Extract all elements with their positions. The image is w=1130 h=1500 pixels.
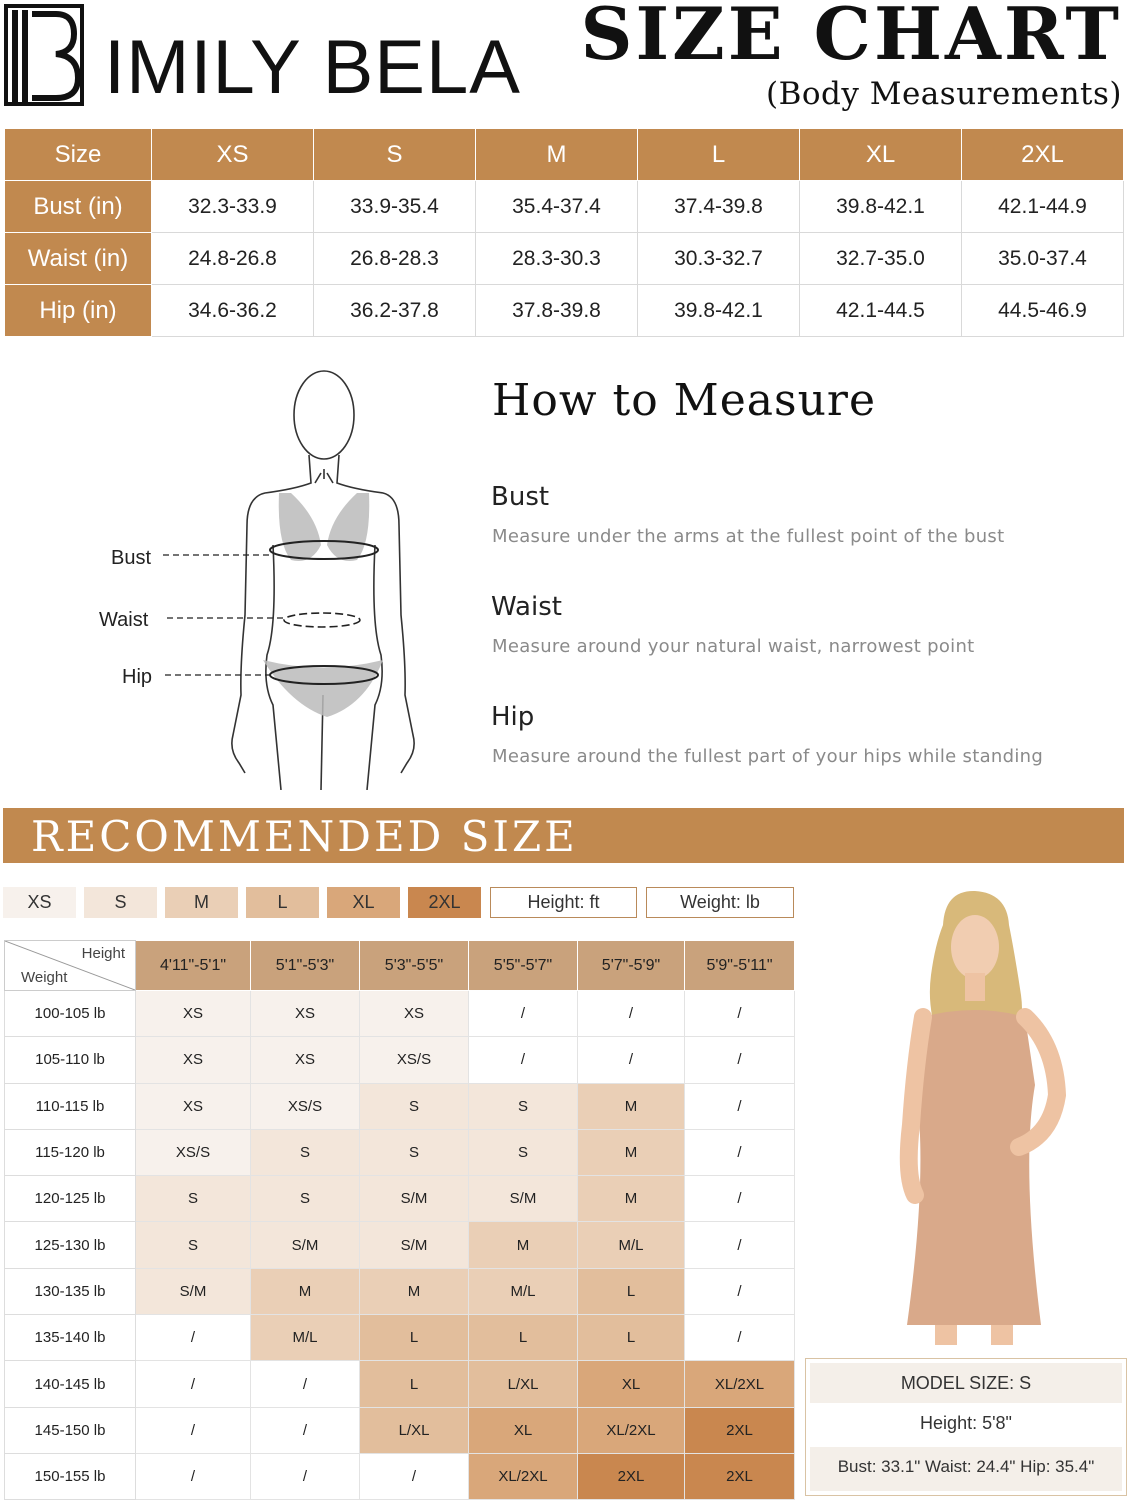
measure-cell: 37.8-39.8 (476, 285, 638, 337)
legend-xs: XS (3, 887, 76, 918)
row-label: Hip (in) (5, 285, 152, 337)
size-cell: XL (578, 1361, 685, 1407)
height-header: 5'7"-5'9" (578, 941, 685, 991)
bust-label: Bust (111, 547, 152, 569)
size-cell: M (578, 1176, 685, 1222)
size-cell: / (685, 1176, 795, 1222)
table-row (5, 1315, 795, 1361)
size-cell: XS (360, 991, 469, 1037)
size-cell: M (578, 1129, 685, 1175)
height-header: 5'9"-5'11" (685, 941, 795, 991)
size-cell: / (360, 1453, 469, 1499)
weight-label: 110-115 lb (5, 1083, 136, 1129)
size-cell: XS/S (360, 1037, 469, 1083)
size-header: XL (800, 129, 962, 181)
measure-cell: 32.3-33.9 (152, 181, 314, 233)
measure-cell: 44.5-46.9 (962, 285, 1124, 337)
table-row (5, 1037, 795, 1083)
size-cell: / (685, 1129, 795, 1175)
size-header-row (5, 129, 1124, 181)
measure-cell: 39.8-42.1 (800, 181, 962, 233)
size-cell: S/M (251, 1222, 360, 1268)
size-cell: / (685, 991, 795, 1037)
model-info-card (805, 1358, 1127, 1496)
measure-cell: 32.7-35.0 (800, 233, 962, 285)
measure-cell: 42.1-44.9 (962, 181, 1124, 233)
size-cell: / (685, 1268, 795, 1314)
table-row (5, 1222, 795, 1268)
weight-label: 100-105 lb (5, 991, 136, 1037)
hip-row (5, 285, 1124, 337)
measure-cell: 35.4-37.4 (476, 181, 638, 233)
table-row (5, 1129, 795, 1175)
size-cell: M/L (251, 1315, 360, 1361)
size-cell: / (136, 1315, 251, 1361)
weight-label: 150-155 lb (5, 1453, 136, 1499)
size-cell: S/M (136, 1268, 251, 1314)
recommended-size-table (4, 940, 795, 1500)
measure-cell: 39.8-42.1 (638, 285, 800, 337)
bust-row (5, 181, 1124, 233)
size-header: XS (152, 129, 314, 181)
measure-cell: 35.0-37.4 (962, 233, 1124, 285)
size-cell: / (469, 991, 578, 1037)
weight-label: 120-125 lb (5, 1176, 136, 1222)
weight-label: 105-110 lb (5, 1037, 136, 1083)
size-cell: S/M (360, 1176, 469, 1222)
weight-label: 135-140 lb (5, 1315, 136, 1361)
hip-label: Hip (122, 666, 153, 688)
size-cell: M (251, 1268, 360, 1314)
measure-cell: 42.1-44.5 (800, 285, 962, 337)
size-header: L (638, 129, 800, 181)
corner-height-label: Height (81, 945, 125, 962)
size-cell: S (360, 1129, 469, 1175)
size-cell: / (251, 1361, 360, 1407)
size-cell: / (685, 1222, 795, 1268)
height-header: 5'3"-5'5" (360, 941, 469, 991)
measure-cell: 26.8-28.3 (314, 233, 476, 285)
height-header: 5'5"-5'7" (469, 941, 578, 991)
table-row (5, 1268, 795, 1314)
table-row (5, 1453, 795, 1499)
size-cell: S (360, 1083, 469, 1129)
recommended-size-banner (3, 808, 1124, 863)
size-cell: L (360, 1361, 469, 1407)
corner-weight-label: Weight (21, 969, 68, 986)
size-cell: S (469, 1083, 578, 1129)
measure-cell: 34.6-36.2 (152, 285, 314, 337)
size-cell: / (469, 1037, 578, 1083)
size-cell: XS (251, 991, 360, 1037)
table-row (5, 1176, 795, 1222)
size-header: S (314, 129, 476, 181)
size-cell: L (360, 1315, 469, 1361)
legend-l: L (246, 887, 319, 918)
size-cell: / (251, 1407, 360, 1453)
size-cell: / (578, 1037, 685, 1083)
height-header: 5'1"-5'3" (251, 941, 360, 991)
legend-m: M (165, 887, 238, 918)
page-title: SIZE CHART (580, 0, 1122, 76)
size-cell: S (469, 1129, 578, 1175)
hip-title: Hip (491, 702, 535, 732)
size-cell: / (685, 1083, 795, 1129)
waist-row (5, 233, 1124, 285)
measure-cell: 30.3-32.7 (638, 233, 800, 285)
size-cell: / (685, 1037, 795, 1083)
measure-cell: 37.4-39.8 (638, 181, 800, 233)
size-header: M (476, 129, 638, 181)
table-row (5, 1083, 795, 1129)
size-cell: 2XL (578, 1453, 685, 1499)
size-header: 2XL (962, 129, 1124, 181)
measure-cell: 28.3-30.3 (476, 233, 638, 285)
height-header: 4'11"-5'1" (136, 941, 251, 991)
size-header-label: Size (5, 129, 152, 181)
size-cell: XS (136, 991, 251, 1037)
size-cell: M/L (578, 1222, 685, 1268)
table-row (5, 1361, 795, 1407)
size-cell: S/M (360, 1222, 469, 1268)
size-cell: XS (251, 1037, 360, 1083)
measure-cell: 24.8-26.8 (152, 233, 314, 285)
table-row (5, 991, 795, 1037)
table-row (5, 1407, 795, 1453)
model-measurements: Bust: 33.1" Waist: 24.4" Hip: 35.4" (837, 1457, 1095, 1476)
waist-text: Measure around your natural waist, narrowest point (492, 636, 975, 657)
size-cell: L/XL (469, 1361, 578, 1407)
body-silhouette-icon (95, 365, 435, 790)
weight-label: 125-130 lb (5, 1222, 136, 1268)
size-cell: / (685, 1315, 795, 1361)
size-cell: L (578, 1268, 685, 1314)
waist-title: Waist (491, 592, 562, 622)
size-cell: 2XL (685, 1407, 795, 1453)
size-cell: XL/2XL (578, 1407, 685, 1453)
size-cell: XL/2XL (469, 1453, 578, 1499)
size-cell: S/M (469, 1176, 578, 1222)
page-subtitle: (Body Measurements) (765, 76, 1122, 112)
legend-weight-unit: Weight: lb (646, 887, 794, 918)
measure-cell: 33.9-35.4 (314, 181, 476, 233)
bust-title: Bust (491, 482, 550, 512)
legend-s: S (84, 887, 157, 918)
size-cell: S (136, 1222, 251, 1268)
row-label: Bust (in) (5, 181, 152, 233)
size-cell: S (136, 1176, 251, 1222)
model-size: MODEL SIZE: S (810, 1363, 1122, 1403)
brand-name: IMILY BELA (104, 25, 521, 110)
size-cell: M (360, 1268, 469, 1314)
body-measurement-table (4, 128, 1124, 337)
weight-label: 130-135 lb (5, 1268, 136, 1314)
measure-cell: 36.2-37.8 (314, 285, 476, 337)
corner-cell (5, 941, 136, 991)
legend-height-unit: Height: ft (490, 887, 637, 918)
size-cell: M/L (469, 1268, 578, 1314)
size-cell: / (136, 1361, 251, 1407)
size-cell: M (469, 1222, 578, 1268)
size-cell: XS (136, 1037, 251, 1083)
legend-2xl: 2XL (408, 887, 481, 918)
size-cell: / (136, 1453, 251, 1499)
weight-label: 140-145 lb (5, 1361, 136, 1407)
size-cell: XL/2XL (685, 1361, 795, 1407)
model-height: Height: 5'8" (920, 1413, 1012, 1433)
brand-logo-icon (4, 4, 84, 106)
size-cell: / (251, 1453, 360, 1499)
size-cell: / (136, 1407, 251, 1453)
size-cell: XS/S (251, 1083, 360, 1129)
size-cell: / (578, 991, 685, 1037)
size-cell: XS/S (136, 1129, 251, 1175)
size-cell: L (469, 1315, 578, 1361)
weight-label: 115-120 lb (5, 1129, 136, 1175)
height-header-row (5, 941, 795, 991)
row-label: Waist (in) (5, 233, 152, 285)
size-cell: M (578, 1083, 685, 1129)
size-cell: S (251, 1176, 360, 1222)
size-cell: S (251, 1129, 360, 1175)
weight-label: 145-150 lb (5, 1407, 136, 1453)
model-photo (825, 885, 1120, 1345)
recommended-size-title: RECOMMENDED SIZE (31, 812, 578, 861)
size-cell: XS (136, 1083, 251, 1129)
waist-label: Waist (99, 609, 149, 631)
how-to-measure-title: How to Measure (492, 375, 876, 426)
size-cell: 2XL (685, 1453, 795, 1499)
size-cell: XL (469, 1407, 578, 1453)
hip-text: Measure around the fullest part of your hips while standing (492, 746, 1044, 767)
size-cell: L/XL (360, 1407, 469, 1453)
size-cell: L (578, 1315, 685, 1361)
bust-text: Measure under the arms at the fullest point of the bust (492, 526, 1005, 547)
legend-xl: XL (327, 887, 400, 918)
